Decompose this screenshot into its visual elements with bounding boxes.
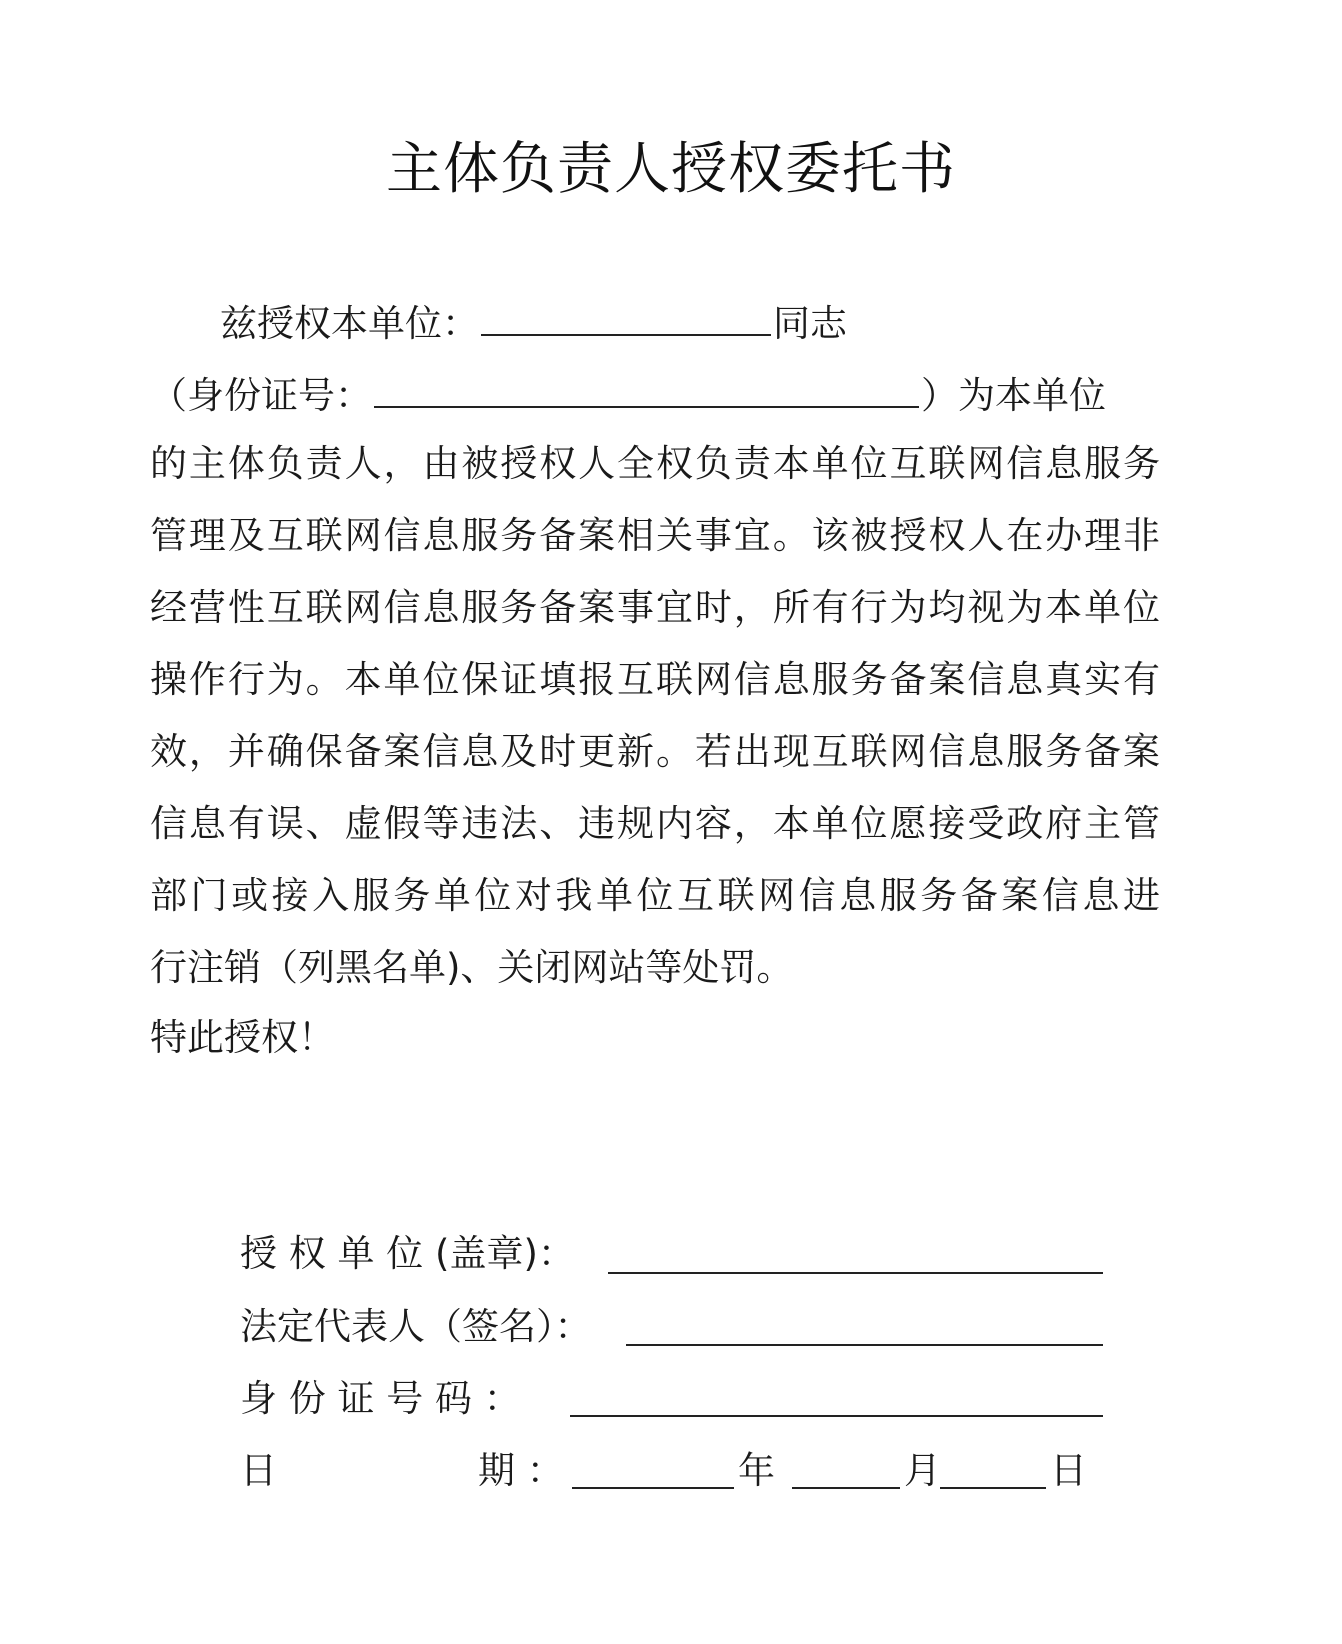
body-line-8: 行注销（列黑名单)、关闭网站等处罚。 [150,946,794,989]
sig-date-label-left: 日 [240,1449,277,1492]
intro-line-2 [150,370,1106,418]
body-line-4: 操作行为。本单位保证填报互联网信息服务备案信息真实有 [150,658,1160,701]
sig-date-label-right: 期 ： [478,1449,564,1492]
intro-1-suffix: 同志 [773,302,847,345]
document-title: 主体负责人授权委托书 [386,137,956,202]
sig-month-label: 月 [904,1449,941,1492]
intro-2-prefix: （身份证号： [150,374,372,417]
sig-unit-label: 授 权 单 位 (盖章)： [240,1232,575,1275]
authorized-person-id-field[interactable] [374,370,919,408]
body-line-1: 的主体负责人，由被授权人全权负责本单位互联网信息服务 [150,442,1160,485]
body-line-3: 经营性互联网信息服务备案事宜时，所有行为均视为本单位 [150,586,1160,629]
sig-legal-rep-field[interactable] [626,1344,1103,1346]
authorized-person-name-field[interactable] [481,298,771,336]
sig-year-field[interactable] [572,1487,734,1489]
sig-id-label: 身 份 证 号 码 ： [240,1377,521,1420]
intro-2-suffix: ）为本单位 [921,374,1106,417]
body-line-7: 部门或接入服务单位对我单位互联网信息服务备案信息进 [150,874,1160,917]
intro-line-1 [220,298,847,346]
sig-legal-rep-label: 法定代表人（签名）： [240,1305,592,1348]
body-line-2: 管理及互联网信息服务备案相关事宜。该被授权人在办理非 [150,514,1160,557]
closing-text: 特此授权！ [150,1016,335,1059]
sig-id-field[interactable] [570,1415,1103,1417]
body-line-6: 信息有误、虚假等违法、违规内容，本单位愿接受政府主管 [150,802,1160,845]
sig-day-label: 日 [1050,1449,1087,1492]
body-line-5: 效，并确保备案信息及时更新。若出现互联网信息服务备案 [150,730,1160,773]
sig-year-label: 年 [738,1449,775,1492]
sig-day-field[interactable] [940,1487,1046,1489]
sig-month-field[interactable] [792,1487,900,1489]
sig-unit-field[interactable] [608,1272,1103,1274]
intro-1-prefix: 兹授权本单位： [220,302,479,345]
